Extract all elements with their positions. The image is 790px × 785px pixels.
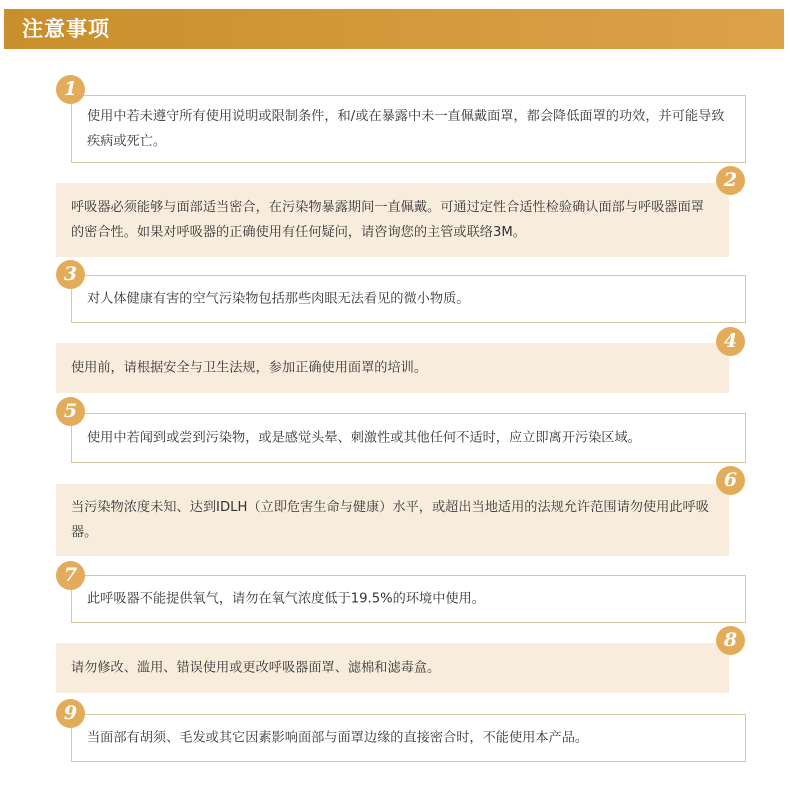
notice-item-1 (71, 95, 746, 163)
notice-item-6 (56, 484, 729, 556)
number-badge-5: 5 (56, 397, 85, 426)
notice-text-4: 使用前，请根据安全与卫生法规，参加正确使用面罩的培训。 (71, 360, 428, 376)
number-badge-1: 1 (56, 75, 85, 104)
section-header (4, 9, 784, 49)
notice-text-8: 请勿修改、滥用、错误使用或更改呼吸器面罩、滤棉和滤毒盒。 (71, 660, 441, 676)
notice-item-4 (56, 343, 729, 393)
notice-item-9 (71, 714, 746, 762)
number-badge-8: 8 (716, 626, 745, 655)
notice-text-7: 此呼吸器不能提供氧气，请勿在氧气浓度低于19.5%的环境中使用。 (87, 591, 485, 607)
section-title: 注意事项 (22, 17, 110, 41)
notice-item-2 (56, 183, 729, 257)
notice-text-5: 使用中若闻到或尝到污染物，或是感觉头晕、刺激性或其他任何不适时，应立即离开污染区域。 (87, 430, 641, 446)
number-badge-7: 7 (56, 561, 85, 590)
notice-text-1: 使用中若未遵守所有使用说明或限制条件，和/或在暴露中未一直佩戴面罩，都会降低面罩的功效，并可能导致疾病或死亡。 (87, 109, 725, 149)
number-badge-3: 3 (56, 260, 85, 289)
notice-text-2: 呼吸器必须能够与面部适当密合，在污染物暴露期间一直佩戴。可通过定性合适性检验确认面部与呼吸器面罩的密合性。如果对呼吸器的正确使用有任何疑问，请咨询您的主管或联络3M。 (71, 200, 704, 240)
notice-text-6: 当污染物浓度未知、达到IDLH（立即危害生命与健康）水平，或超出当地适用的法规允许范围请勿使用此呼吸器。 (71, 500, 709, 540)
notice-item-5 (71, 413, 746, 463)
number-badge-2: 2 (716, 166, 745, 195)
number-badge-9: 9 (56, 699, 85, 728)
notice-text-3: 对人体健康有害的空气污染物包括那些肉眼无法看见的微小物质。 (87, 291, 470, 307)
notice-item-7 (71, 575, 746, 623)
number-badge-4: 4 (716, 327, 745, 356)
notice-text-9: 当面部有胡须、毛发或其它因素影响面部与面罩边缘的直接密合时，不能使用本产品。 (87, 730, 589, 746)
number-badge-6: 6 (716, 466, 745, 495)
notice-item-8 (56, 643, 729, 693)
notice-item-3 (71, 275, 746, 323)
